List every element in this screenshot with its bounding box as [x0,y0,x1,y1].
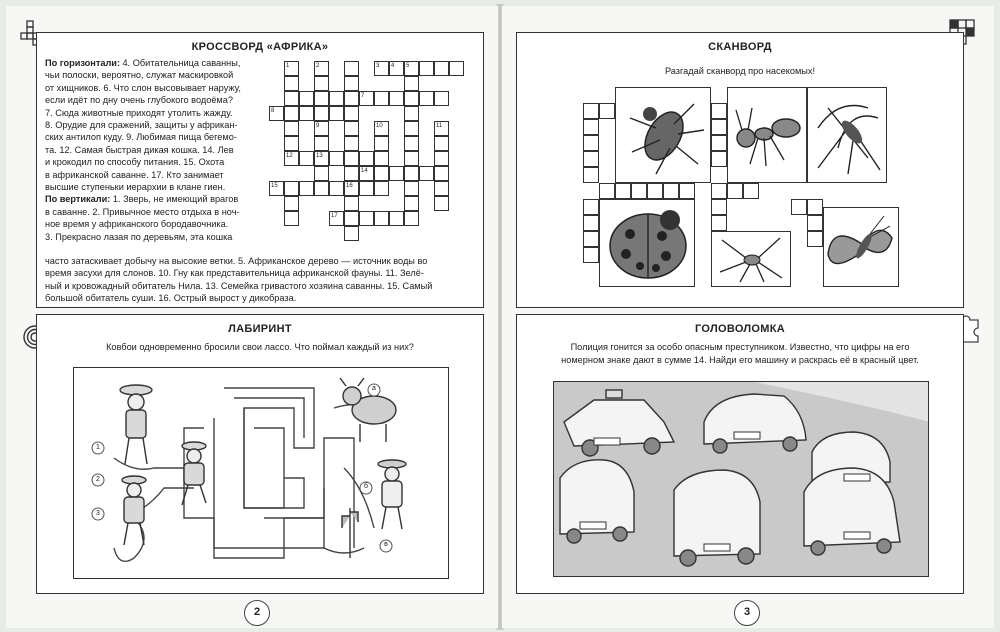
clue-line: высшие ступеньки иерархии в клане гиен. [45,182,226,193]
crossword-cell[interactable]: 9 [314,121,329,136]
crossword-cell[interactable] [314,106,329,121]
crossword-cell[interactable] [374,166,389,181]
clue-line: ный и кровожадный обитатель Нила. 13. Семейка гривастого хозяина саванны. 15. Самый [45,280,433,291]
scanword-cell[interactable] [583,167,599,183]
crossword-cell[interactable] [404,166,419,181]
crossword-cell[interactable] [329,106,344,121]
crossword-cell[interactable]: 11 [434,121,449,136]
crossword-cell[interactable] [389,91,404,106]
puzzle-instruction-line-2: номерном знаке дают в сумме 14. Найди его машину и раскрась её в красный цвет. [561,355,919,365]
crossword-cell[interactable]: 3 [374,61,389,76]
crossword-cell[interactable] [344,91,359,106]
crossword-cell[interactable] [344,166,359,181]
scanword-cell[interactable] [711,119,727,135]
crossword-cell[interactable] [434,136,449,151]
clue-line: время засухи для слонов. 10. Гну как представительница африканской фауны. 11. Зелё- [45,268,424,279]
scanword-cell[interactable] [743,183,759,199]
crossword-cell[interactable] [299,91,314,106]
scanword-cell[interactable] [663,183,679,199]
labyrinth-section [36,314,484,594]
crossword-cell[interactable]: 2 [314,61,329,76]
labyrinth-title: ЛАБИРИНТ [228,323,292,335]
scanword-cell[interactable] [647,183,663,199]
crossword-cell[interactable] [329,151,344,166]
crossword-cell[interactable] [434,151,449,166]
scanword-cell[interactable] [711,199,727,215]
crossword-clues-across [45,57,270,243]
crossword-cell[interactable] [344,61,359,76]
cars-drawing [554,382,929,577]
crossword-cell[interactable] [419,61,434,76]
crossword-cell[interactable] [284,76,299,91]
scanword-cell[interactable] [583,247,599,263]
crossword-cell[interactable] [284,181,299,196]
crossword-grid [269,61,469,251]
crossword-cell[interactable] [434,91,449,106]
clue-line: в саванне. 2. Привычное место отдыха в ноч- [45,206,240,217]
crossword-cell[interactable] [434,61,449,76]
clue-line: и крокодил по способу питания. 15. Охота [45,157,225,168]
clue-line: 1. Зверь, не имеющий врагов [110,194,239,205]
scanword-title: СКАНВОРД [708,41,772,53]
scanword-cell[interactable] [711,135,727,151]
crossword-cell[interactable] [374,211,389,226]
clue-line: чьи полоски, вероятно, служат маскировкой [45,70,234,81]
scanword-cell[interactable] [711,183,727,199]
scanword-cell[interactable] [679,183,695,199]
across-label: По горизонтали: [45,58,120,68]
scanword-instruction: Разгадай сканворд про насекомых! [664,66,816,76]
scanword-cell[interactable] [807,199,823,215]
ant-picture [727,87,807,183]
labyrinth-end-b: б [363,483,368,490]
crossword-cell[interactable] [404,76,419,91]
clue-line: 8. Орудие для сражений, защиты у африкан- [45,120,238,131]
crossword-cell[interactable] [374,91,389,106]
crossword-title: КРОССВОРД «АФРИКА» [191,41,329,53]
crossword-cell[interactable]: 10 [374,121,389,136]
crossword-cell[interactable] [314,181,329,196]
crossword-cell[interactable] [404,211,419,226]
crossword-cell[interactable]: 4 [389,61,404,76]
spider-picture [711,231,791,287]
crossword-cell[interactable]: 16 [344,181,359,196]
crossword-cell[interactable] [329,91,344,106]
ladybug-picture [599,199,695,287]
crossword-cell[interactable] [389,211,404,226]
crossword-section [36,32,484,308]
crossword-cell[interactable]: 8 [269,106,284,121]
crossword-cell[interactable] [404,181,419,196]
scanword-cell[interactable] [711,151,727,167]
scanword-cell[interactable] [631,183,647,199]
crossword-cell[interactable]: 13 [314,151,329,166]
moth-picture [823,207,899,287]
crossword-cell[interactable] [374,181,389,196]
crossword-cell[interactable] [284,196,299,211]
clue-line: 4. Обитательница саванны, [120,58,241,68]
crossword-cell[interactable] [344,196,359,211]
scanword-cell[interactable] [599,183,615,199]
scanword-cell[interactable] [583,119,599,135]
labyrinth-start-1: 1 [96,444,100,451]
beetle-picture [615,87,711,183]
scanword-cell[interactable] [583,231,599,247]
crossword-cell[interactable] [284,91,299,106]
right-page [502,6,994,628]
crossword-cell[interactable] [314,76,329,91]
scanword-cell[interactable] [727,183,743,199]
crossword-cell[interactable] [344,121,359,136]
down-label: По вертикали: [45,194,111,205]
labyrinth-start-2: 2 [96,476,100,483]
crossword-cell[interactable] [389,166,404,181]
crossword-cell[interactable]: 1 [284,61,299,76]
crossword-cell[interactable] [359,151,374,166]
crossword-cell[interactable] [404,136,419,151]
clue-line: та. 12. Самая быстрая дикая кошка. 14. Лев [45,144,234,155]
crossword-cell[interactable] [404,121,419,136]
crossword-cell[interactable] [344,226,359,241]
crossword-cell[interactable] [314,136,329,151]
crossword-cell[interactable] [374,136,389,151]
crossword-cell[interactable]: 14 [359,166,374,181]
labyrinth-end-c: в [384,541,388,548]
crossword-cell[interactable] [344,151,359,166]
crossword-cell[interactable] [359,181,374,196]
crossword-cell[interactable] [449,61,464,76]
crossword-cell[interactable] [404,151,419,166]
page-number-right: 3 [734,600,760,626]
scanword-cell[interactable] [791,199,807,215]
crossword-cell[interactable] [404,91,419,106]
crossword-cell[interactable] [419,166,434,181]
crossword-cell[interactable] [404,196,419,211]
clue-line: в африканской саванне. 17. Кто занимает [45,169,224,180]
crossword-cell[interactable]: 15 [269,181,284,196]
clue-line: часто затаскивает добычу на высокие ветки. 5. Африканское дерево — источник воды во [45,256,428,266]
crossword-cell[interactable] [344,136,359,151]
crossword-cell[interactable] [344,211,359,226]
labyrinth-end-a: а [372,385,376,392]
crossword-cell[interactable]: 5 [404,61,419,76]
mosquito-picture [807,87,887,183]
crossword-cell[interactable] [374,151,389,166]
crossword-clues-wide [45,255,481,305]
puzzle-title: ГОЛОВОЛОМКА [695,323,785,335]
crossword-cell[interactable]: 12 [284,151,299,166]
puzzle-section [516,314,964,594]
crossword-cell[interactable] [284,121,299,136]
labyrinth-drawing [74,368,449,579]
clue-line: 7. Сюда животные приходят утолить жажду. [45,107,233,118]
scanword-cell[interactable] [711,215,727,231]
crossword-cell[interactable] [314,166,329,181]
labyrinth-start-3: 3 [96,510,100,517]
crossword-cell[interactable] [314,91,329,106]
crossword-cell[interactable] [284,106,299,121]
scanword-grid [583,87,899,287]
crossword-cell[interactable]: 17 [329,211,344,226]
clue-line: ное время у африканского бородавочника. [45,219,229,230]
scanword-cell[interactable] [807,231,823,247]
left-page [6,6,498,628]
crossword-cell[interactable] [299,106,314,121]
scanword-cell[interactable] [583,199,599,215]
scanword-cell[interactable] [583,103,599,119]
crossword-cell[interactable] [434,166,449,181]
crossword-cell[interactable] [359,211,374,226]
crossword-cell[interactable] [299,181,314,196]
labyrinth-image [73,367,449,579]
clue-line: большой обитатель суши. 16. Острый вырост у дикобраза. [45,293,297,304]
scanword-cell[interactable] [583,151,599,167]
scanword-cell[interactable] [583,215,599,231]
crossword-cell[interactable] [419,91,434,106]
crossword-cell[interactable] [299,151,314,166]
crossword-cell[interactable] [344,76,359,91]
crossword-cell[interactable] [434,196,449,211]
crossword-cell[interactable] [329,181,344,196]
clue-line: 3. Прекрасно лазая по деревьям, эта кошка [45,231,233,242]
scanword-section [516,32,964,308]
labyrinth-instruction: Ковбои одновременно бросили свои лассо. Что поймал каждый из них? [106,342,414,352]
puzzle-instruction-line-1: Полиция гонится за особо опасным преступником. Известно, что цифры на его [570,342,910,352]
page-number-left: 2 [244,600,270,626]
scanword-cell[interactable] [583,135,599,151]
crossword-cell[interactable] [404,106,419,121]
clue-line: ских антилоп куду. 9. Любимая пища бегемо- [45,132,237,143]
scanword-cell[interactable] [599,103,615,119]
clue-line: от хищников. 6. Что слон высовывает наружу, [45,82,241,93]
cars-image [553,381,929,577]
scanword-cell[interactable] [711,103,727,119]
crossword-cell[interactable] [344,106,359,121]
scanword-cell[interactable] [807,215,823,231]
clue-line: если идёт по дну очень глубокого водоёма? [45,95,233,106]
crossword-cell[interactable] [434,181,449,196]
scanword-cell[interactable] [615,183,631,199]
crossword-cell[interactable] [284,211,299,226]
crossword-cell[interactable] [284,136,299,151]
crossword-cell[interactable]: 7 [359,91,374,106]
